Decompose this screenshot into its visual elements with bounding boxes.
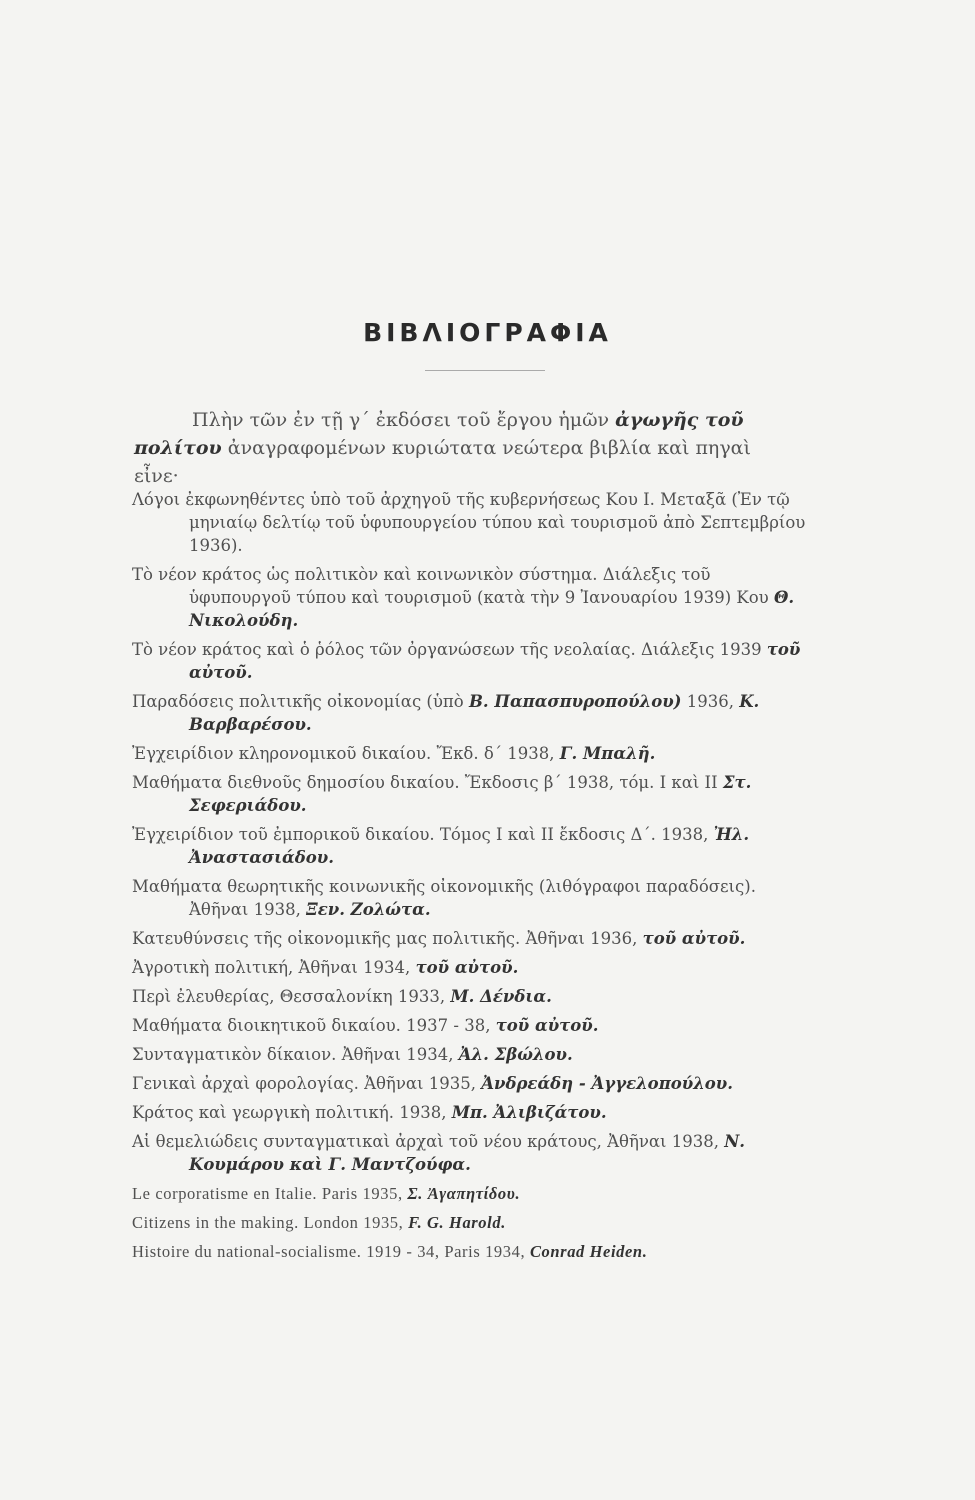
bibliography-list bbox=[132, 488, 812, 1264]
list-item: Περὶ ἐλευθερίας, Θεσσαλονίκη 1933, Μ. Δένδια. bbox=[132, 987, 552, 1006]
list-item: Ἀγροτικὴ πολιτική, Ἀθῆναι 1934, τοῦ αὐτοῦ. bbox=[132, 958, 519, 977]
list-item: Μαθήματα θεωρητικῆς κοινωνικῆς οἰκονομικῆς (λιθόγραφοι παραδόσεις). Ἀθῆναι 1938, Ξεν. Ζολώτα. bbox=[132, 877, 756, 919]
list-item: Le corporatisme en Italie. Paris 1935, Σ. Ἀγαπητίδου. bbox=[132, 1184, 521, 1203]
intro-text-a: Πλὴν τῶν ἐν τῇ γ΄ ἐκδόσει τοῦ ἔργου ἡμῶν bbox=[192, 409, 610, 431]
list-item: Συνταγματικὸν δίκαιον. Ἀθῆναι 1934, Ἀλ. Σβώλου. bbox=[132, 1045, 573, 1064]
list-item: Μαθήματα διοικητικοῦ δικαίου. 1937 - 38, τοῦ αὐτοῦ. bbox=[132, 1016, 599, 1035]
list-item: Κατευθύνσεις τῆς οἰκονομικῆς μας πολιτικῆς. Ἀθῆναι 1936, τοῦ αὐτοῦ. bbox=[132, 929, 746, 948]
list-item: Μαθήματα διεθνοῦς δημοσίου δικαίου. Ἔκδοσις β΄ 1938, τόμ. Ι καὶ ΙΙ Στ. Σεφεριάδου. bbox=[132, 773, 752, 815]
list-item: Ἐγχειρίδιον τοῦ ἐμπορικοῦ δικαίου. Τόμος Ι καὶ ΙΙ ἔκδοσις Δ΄. 1938, Ἠλ. Ἀναστασιάδου. bbox=[132, 825, 750, 867]
list-item: Citizens in the making. London 1935, F. G. Harold. bbox=[132, 1213, 506, 1232]
list-item: Αἱ θεμελιώδεις συνταγματικαὶ ἀρχαὶ τοῦ νέου κράτους, Ἀθῆναι 1938, Ν. Κουμάρου καὶ Γ. Μαντζούφα. bbox=[132, 1132, 746, 1174]
list-item: Τὸ νέον κράτος καὶ ὁ ῥόλος τῶν ὀργανώσεων τῆς νεολαίας. Διάλεξις 1939 τοῦ αὐτοῦ. bbox=[132, 640, 801, 682]
list-item: Ἐγχειρίδιον κληρονομικοῦ δικαίου. Ἔκδ. δ΄ 1938, Γ. Μπαλῆ. bbox=[132, 744, 656, 763]
page-title: ΒΙΒΛΙΟΓΡΑΦΙΑ bbox=[363, 318, 612, 347]
list-item: Κράτος καὶ γεωργικὴ πολιτική. 1938, Μπ. Ἀλιβιζάτου. bbox=[132, 1103, 607, 1122]
list-item: Γενικαὶ ἀρχαὶ φορολογίας. Ἀθῆναι 1935, Ἀνδρεάδη - Ἀγγελοπούλου. bbox=[132, 1074, 733, 1093]
intro-emphasis: ἀγωγῆς τοῦ πολίτου bbox=[134, 409, 744, 459]
intro-paragraph bbox=[134, 406, 794, 490]
list-item: Τὸ νέον κράτος ὡς πολιτικὸν καὶ κοινωνικὸν σύστημα. Διάλεξις τοῦ ὑφυπουργοῦ τύπου καὶ τουρισμοῦ (κατὰ τὴν 9 Ἰανουαρίου 1939) Κου Θ. Νικολούδη. bbox=[132, 565, 795, 630]
list-item: Παραδόσεις πολιτικῆς οἰκονομίας (ὑπὸ Β. Παπασπυροπούλου) 1936, Κ. Βαρβαρέσου. bbox=[132, 692, 760, 734]
list-item: Histoire du national-socialisme. 1919 - 34, Paris 1934, Conrad Heiden. bbox=[132, 1242, 648, 1261]
title-divider bbox=[425, 370, 545, 371]
intro-text-b: ἀναγραφομένων κυριώτατα νεώτερα βιβλία καὶ πηγαὶ εἶνε· bbox=[134, 437, 751, 487]
list-item: Λόγοι ἐκφωνηθέντες ὑπὸ τοῦ ἀρχηγοῦ τῆς κυβερνήσεως Κου Ι. Μεταξᾶ (Ἐν τῷ μηνιαίῳ δελτίῳ τοῦ ὑφυπουργείου τύπου καὶ τουρισμοῦ ἀπὸ Σεπτεμβρίου 1936). bbox=[132, 490, 806, 555]
